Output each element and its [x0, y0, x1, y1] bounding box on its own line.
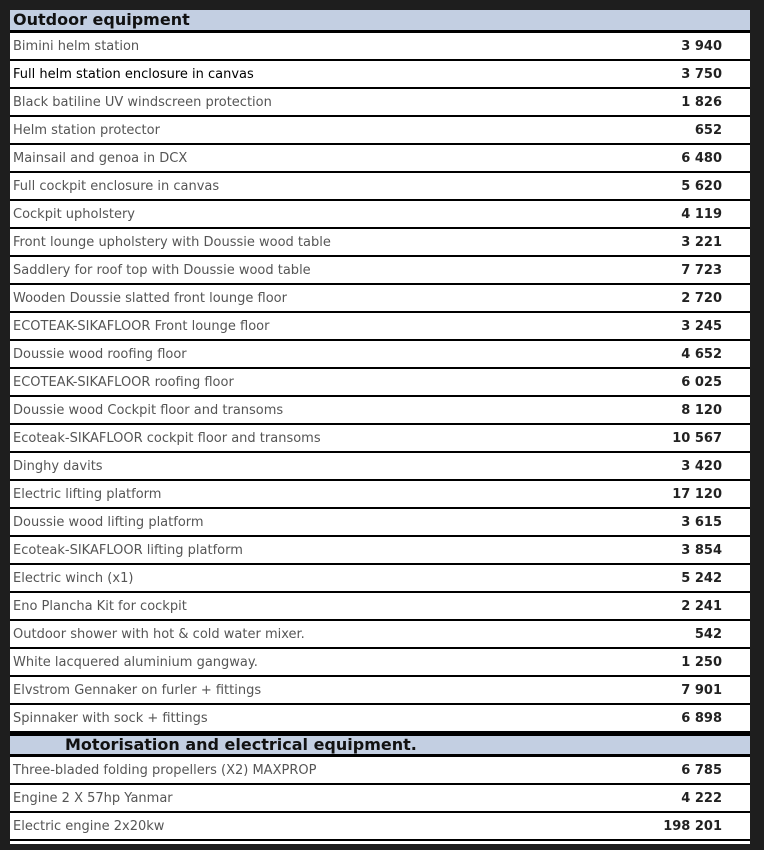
item-price: 1 250 — [681, 654, 722, 670]
item-label: Saddlery for roof top with Doussie wood table — [13, 262, 311, 278]
table-row — [10, 593, 750, 621]
item-price: 3 615 — [681, 514, 722, 530]
item-price: 7 723 — [681, 262, 722, 278]
item-price: 3 854 — [681, 542, 722, 558]
item-label: Full helm station enclosure in canvas — [13, 66, 254, 82]
item-price: 7 901 — [681, 682, 722, 698]
item-price: 6 480 — [681, 150, 722, 166]
item-price: 652 — [694, 122, 722, 138]
table-row — [10, 313, 750, 341]
table-row — [10, 257, 750, 285]
table-row — [10, 757, 750, 785]
item-price: 6 785 — [681, 762, 722, 778]
table-row — [10, 341, 750, 369]
item-price: 3 221 — [681, 234, 722, 250]
item-label: Full cockpit enclosure in canvas — [13, 178, 220, 194]
item-label: Electric lifting platform — [13, 486, 162, 502]
item-price: 4 119 — [681, 206, 722, 222]
table-row — [10, 481, 750, 509]
table-row — [10, 397, 750, 425]
item-label: ECOTEAK-SIKAFLOOR Front lounge floor — [13, 318, 270, 334]
table-row — [10, 705, 750, 733]
item-price: 542 — [694, 626, 722, 642]
table-row — [10, 565, 750, 593]
item-label: Engine 2 X 57hp Yanmar — [13, 790, 173, 806]
item-price: 3 245 — [681, 318, 722, 334]
item-price: 1 826 — [681, 94, 722, 110]
item-label: ECOTEAK-SIKAFLOOR roofing floor — [13, 374, 234, 390]
item-price: 10 567 — [672, 430, 722, 446]
item-price: 5 620 — [681, 178, 722, 194]
item-label: Bimini helm station — [13, 38, 140, 54]
table-row — [10, 453, 750, 481]
item-label: Helm station protector — [13, 122, 160, 138]
item-label: Wooden Doussie slatted front lounge floor — [13, 290, 287, 306]
item-label: Front lounge upholstery with Doussie wood table — [13, 234, 331, 250]
item-price: 5 242 — [681, 570, 722, 586]
table-row — [10, 117, 750, 145]
item-price: 8 120 — [681, 402, 722, 418]
item-label: Eno Plancha Kit for cockpit — [13, 598, 187, 614]
item-label: Outdoor shower with hot & cold water mixer. — [13, 626, 305, 642]
section-heading: Outdoor equipment — [10, 10, 750, 33]
table-row — [10, 33, 750, 61]
item-price: 198 201 — [663, 818, 722, 834]
item-price: 2 241 — [681, 598, 722, 614]
table-row — [10, 785, 750, 813]
table-row — [10, 285, 750, 313]
item-label: Doussie wood lifting platform — [13, 514, 204, 530]
item-price: 4 222 — [681, 790, 722, 806]
item-label: Electric engine 2x20kw — [13, 818, 165, 834]
item-price: 3 420 — [681, 458, 722, 474]
table-row — [10, 537, 750, 565]
table-row — [10, 649, 750, 677]
item-label: Three-bladed folding propellers (X2) MAXPROP — [13, 762, 317, 778]
table-row — [10, 173, 750, 201]
table-row — [10, 509, 750, 537]
table-row — [10, 677, 750, 705]
item-price: 6 898 — [681, 710, 722, 726]
item-label: Mainsail and genoa in DCX — [13, 150, 188, 166]
table-row — [10, 61, 750, 89]
table-row — [10, 89, 750, 117]
item-price: 3 940 — [681, 38, 722, 54]
price-list — [10, 10, 750, 844]
item-label: Electric winch (x1) — [13, 570, 134, 586]
table-row — [10, 813, 750, 841]
item-label: Dinghy davits — [13, 458, 103, 474]
table-row — [10, 621, 750, 649]
section-heading: Motorisation and electrical equipment. — [10, 733, 750, 757]
table-row — [10, 369, 750, 397]
item-label: Spinnaker with sock + fittings — [13, 710, 208, 726]
table-row — [10, 425, 750, 453]
table-row — [10, 201, 750, 229]
table-row — [10, 229, 750, 257]
item-label: Elvstrom Gennaker on furler + fittings — [13, 682, 262, 698]
item-price: 2 720 — [681, 290, 722, 306]
item-price: 4 652 — [681, 346, 722, 362]
item-price: 3 750 — [681, 66, 722, 82]
item-label: Black batiline UV windscreen protection — [13, 94, 272, 110]
item-price: 17 120 — [672, 486, 722, 502]
item-label: Ecoteak-SIKAFLOOR lifting platform — [13, 542, 243, 558]
table-row — [10, 145, 750, 173]
item-label: Cockpit upholstery — [13, 206, 136, 222]
item-label: White lacquered aluminium gangway. — [13, 654, 258, 670]
item-price: 6 025 — [681, 374, 722, 390]
item-label: Doussie wood Cockpit floor and transoms — [13, 402, 284, 418]
item-label: Doussie wood roofing floor — [13, 346, 187, 362]
item-label: Ecoteak-SIKAFLOOR cockpit floor and transoms — [13, 430, 321, 446]
